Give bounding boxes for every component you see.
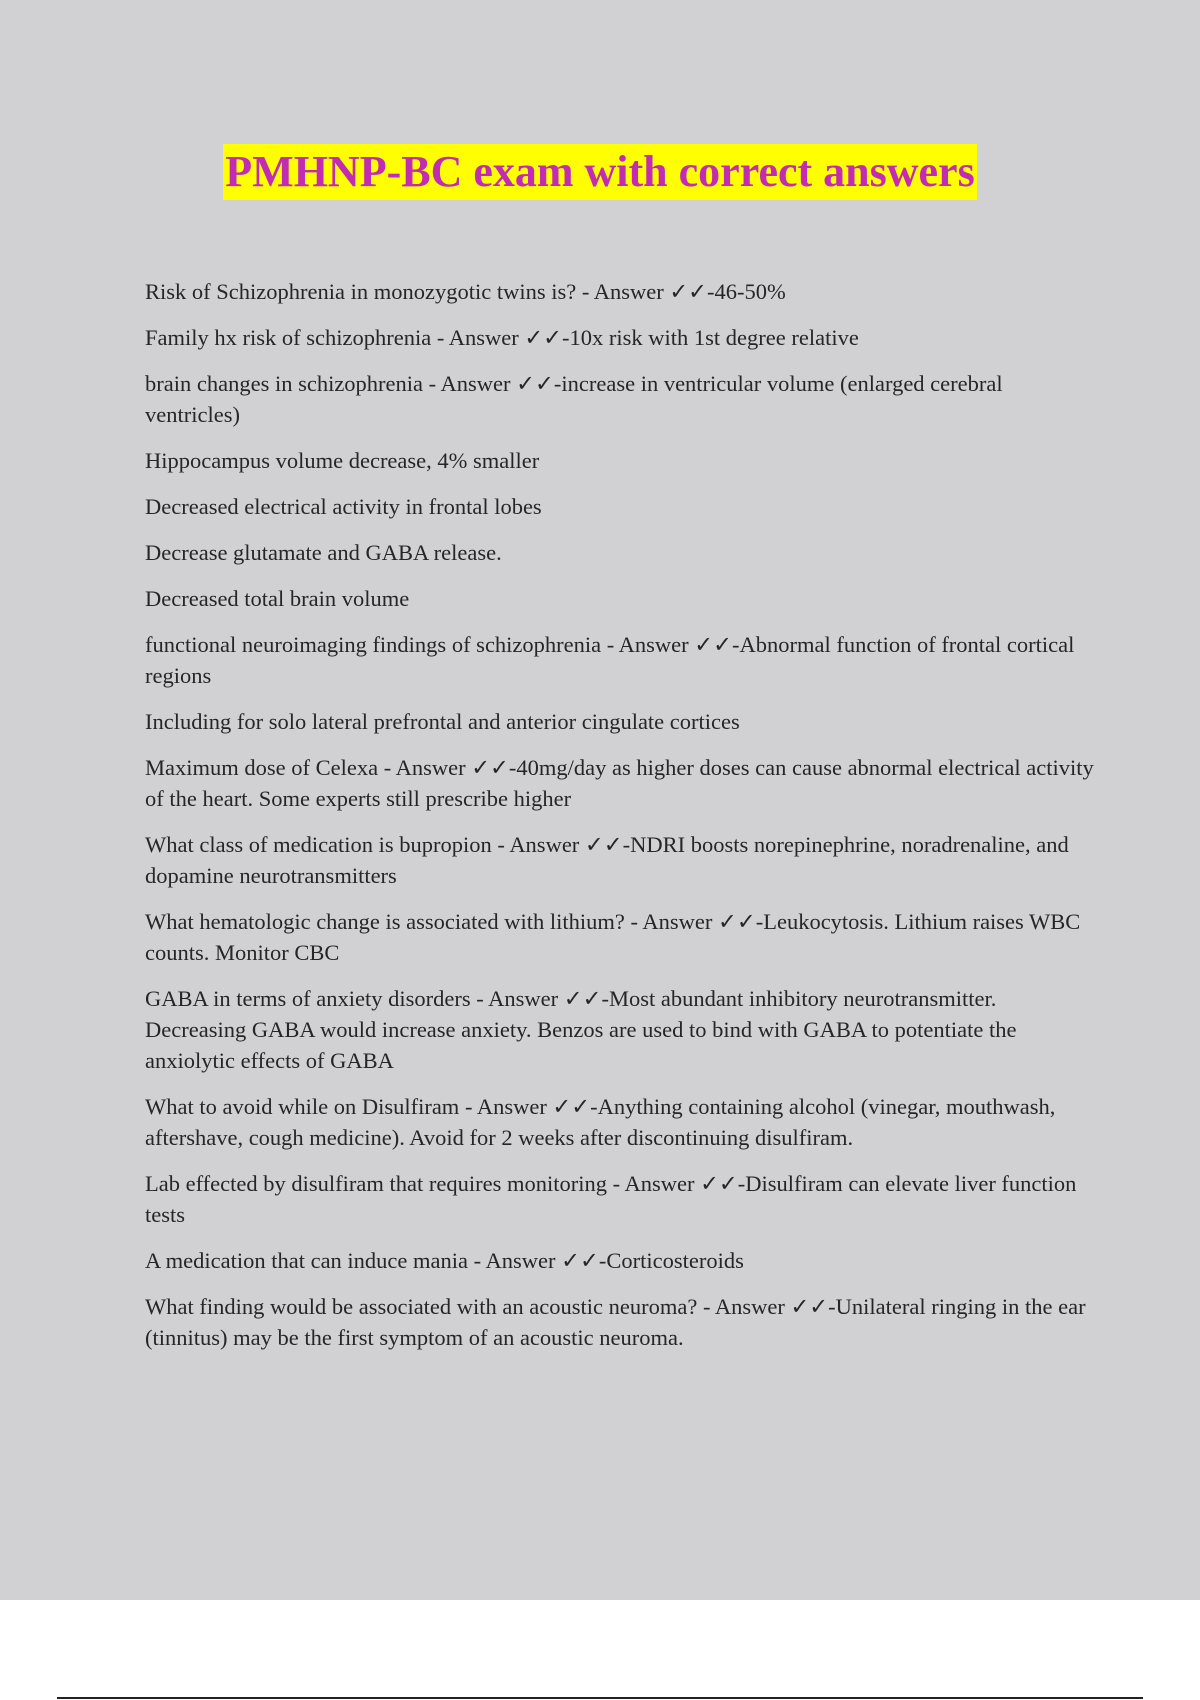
answer-marker: Answer ✓✓ [509,832,623,857]
qa-entry: Risk of Schizophrenia in monozygotic twins is? - Answer ✓✓-46-50% [145,279,786,304]
answer-continuation-line: Including for solo lateral prefrontal and anterior cingulate cortices [145,709,740,734]
answer-text: Anything containing alcohol (vinegar, mouthwash, aftershave, cough medicine). Avoid for 2 weeks after discontinuing disulfiram. [145,1094,1056,1150]
question-text: Risk of Schizophrenia in monozygotic twins is? [145,279,577,304]
answer-marker: Answer ✓✓ [624,1171,738,1196]
answer-marker: Answer ✓✓ [448,325,563,350]
question-text: Lab effected by disulfiram that requires monitoring [145,1171,607,1196]
page-title: PMHNP-BC exam with correct answers [223,144,976,200]
qa-entry: Maximum dose of Celexa - Answer ✓✓-40mg/day as higher doses can cause abnormal electrical activity of the heart. Some experts still prescribe higher [145,755,1094,811]
qa-entry: functional neuroimaging findings of schizophrenia - Answer ✓✓-Abnormal function of frontal cortical regions [145,632,1075,688]
question-text: brain changes in schizophrenia [145,371,424,396]
answer-continuation-line: Hippocampus volume decrease, 4% smaller [145,448,540,473]
question-text: A medication that can induce mania [145,1248,469,1273]
answer-continuation-line: Decreased electrical activity in frontal lobes [145,494,542,519]
answer-text: NDRI boosts norepinephrine, noradrenaline, and dopamine neurotransmitters [145,832,1069,888]
qa-entry: What finding would be associated with an acoustic neuroma? - Answer ✓✓-Unilateral ringing in the ear (tinnitus) may be the first symptom of an acoustic neuroma. [145,1294,1086,1350]
answer-text: 46-50% [714,279,786,304]
answer-marker: Answer ✓✓ [440,371,554,396]
question-text: What finding would be associated with an acoustic neuroma? [145,1294,698,1319]
qa-entry: GABA in terms of anxiety disorders - Answer ✓✓-Most abundant inhibitory neurotransmitter. Decreasing GABA would increase anxiety. Benzos are used to bind with GABA to potentiate the anxiolytic effects of GABA [145,986,1017,1073]
question-text: functional neuroimaging findings of schizophrenia [145,632,602,657]
answer-text: Unilateral ringing in the ear (tinnitus) may be the first symptom of an acoustic neuroma. [145,1294,1086,1350]
answer-text: 40mg/day as higher doses can cause abnormal electrical activity of the heart. Some experts still prescribe higher [145,755,1094,811]
answer-marker: Answer ✓✓ [714,1294,829,1319]
answer-marker: Answer ✓✓ [593,279,708,304]
qa-list [145,276,1095,1368]
question-text: What to avoid while on Disulfiram [145,1094,460,1119]
answer-continuation-line: Decrease glutamate and GABA release. [145,540,502,565]
answer-marker: Answer ✓✓ [395,755,509,780]
question-text: What hematologic change is associated with lithium? [145,909,625,934]
qa-entry: brain changes in schizophrenia - Answer ✓✓-increase in ventricular volume (enlarged cerebral ventricles) [145,371,1003,427]
question-text: Family hx risk of schizophrenia [145,325,432,350]
question-text: Maximum dose of Celexa [145,755,379,780]
answer-marker: Answer ✓✓ [485,1248,599,1273]
answer-marker: Answer ✓✓ [642,909,756,934]
footer-divider [57,1697,1143,1699]
answer-text: Most abundant inhibitory neurotransmitter. Decreasing GABA would increase anxiety. Benzos are used to bind with GABA to potentiate the anxiolytic effects of GABA [145,986,1017,1073]
answer-marker: Answer ✓✓ [476,1094,591,1119]
answer-text: Abnormal function of frontal cortical regions [145,632,1075,688]
answer-text: 10x risk with 1st degree relative [569,325,859,350]
answer-marker: Answer ✓✓ [488,986,602,1011]
qa-entry: What to avoid while on Disulfiram - Answer ✓✓-Anything containing alcohol (vinegar, mouthwash, aftershave, cough medicine). Avoid for 2 weeks after discontinuing disulfiram. [145,1094,1056,1150]
question-text: GABA in terms of anxiety disorders [145,986,471,1011]
answer-text: increase in ventricular volume (enlarged cerebral ventricles) [145,371,1003,427]
answer-text: Leukocytosis. Lithium raises WBC counts. Monitor CBC [145,909,1081,965]
title-container [0,144,1200,200]
question-text: What class of medication is bupropion [145,832,492,857]
qa-entry: Family hx risk of schizophrenia - Answer ✓✓-10x risk with 1st degree relative [145,325,859,350]
qa-entry: What hematologic change is associated with lithium? - Answer ✓✓-Leukocytosis. Lithium raises WBC counts. Monitor CBC [145,909,1081,965]
qa-entry: Lab effected by disulfiram that requires monitoring - Answer ✓✓-Disulfiram can elevate liver function tests [145,1171,1077,1227]
qa-entry: A medication that can induce mania - Answer ✓✓-Corticosteroids [145,1248,744,1273]
answer-text: Corticosteroids [606,1248,744,1273]
answer-text: Disulfiram can elevate liver function tests [145,1171,1077,1227]
qa-entry: What class of medication is bupropion - Answer ✓✓-NDRI boosts norepinephrine, noradrenaline, and dopamine neurotransmitters [145,832,1069,888]
answer-continuation-line: Decreased total brain volume [145,586,410,611]
answer-marker: Answer ✓✓ [618,632,732,657]
